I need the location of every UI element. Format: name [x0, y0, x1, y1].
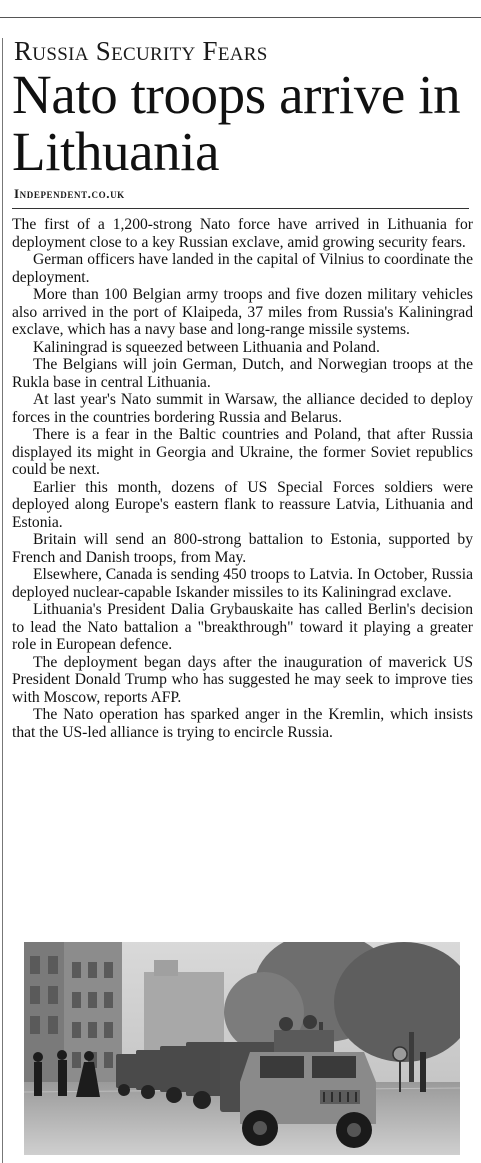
article-body [12, 216, 473, 741]
article-headline: Nato troops arrive in Lithuania [12, 64, 461, 182]
paragraph: Kaliningrad is squeezed between Lithuania and Poland. [33, 338, 380, 356]
paragraph: The Nato operation has sparked anger in the Kremlin, which insists that the US-led alliance is trying to encircle Russia. [12, 706, 473, 741]
paragraph: Britain will send an 800-strong battalion to Estonia, supported by French and Danish troops, from May. [12, 531, 473, 566]
headline-divider [12, 208, 469, 209]
paragraph: At last year's Nato summit in Warsaw, the alliance decided to deploy forces in the countries bordering Russia and Belarus. [12, 391, 473, 426]
convoy-photo [24, 942, 460, 1155]
paragraph: The deployment began days after the inauguration of maverick US President Donald Trump who has suggested he may seek to improve ties with Moscow, reports AFP. [12, 653, 473, 706]
previous-article-strip [0, 0, 481, 18]
article-source: Independent.co.uk [14, 186, 125, 201]
paragraph: The first of a 1,200-strong Nato force have arrived in Lithuania for deployment close to a key Russian exclave, amid growing security fears. [12, 216, 473, 251]
paragraph: More than 100 Belgian army troops and five dozen military vehicles also arrived in the port of Klaipeda, 37 miles from Russia's Kaliningrad exclave, which has a navy base and long-range missile systems. [12, 286, 473, 338]
paragraph: Lithuania's President Dalia Grybauskaite has called Berlin's decision to lead the Nato battalion a "breakthrough" toward it playing a greater role in European defence. [12, 601, 473, 653]
paragraph: Earlier this month, dozens of US Special Forces soldiers were deployed along Europe's eastern flank to reassure Latvia, Lithuania and Estonia. [12, 478, 473, 531]
paragraph: German officers have landed in the capital of Vilnius to coordinate the deployment. [12, 251, 473, 286]
paragraph: Elsewhere, Canada is sending 450 troops to Latvia. In October, Russia deployed nuclear-capable Iskander missiles to its Kaliningrad exclave. [12, 566, 473, 601]
column-rule [2, 38, 3, 1163]
paragraph: The Belgians will join German, Dutch, and Norwegian troops at the Rukla base in central Lithuania. [12, 356, 473, 391]
paragraph: There is a fear in the Baltic countries and Poland, that after Russia displayed its might in Georgia and Ukraine, the former Soviet republics could be next. [12, 426, 473, 478]
article-kicker: Russia Security Fears [14, 36, 268, 66]
